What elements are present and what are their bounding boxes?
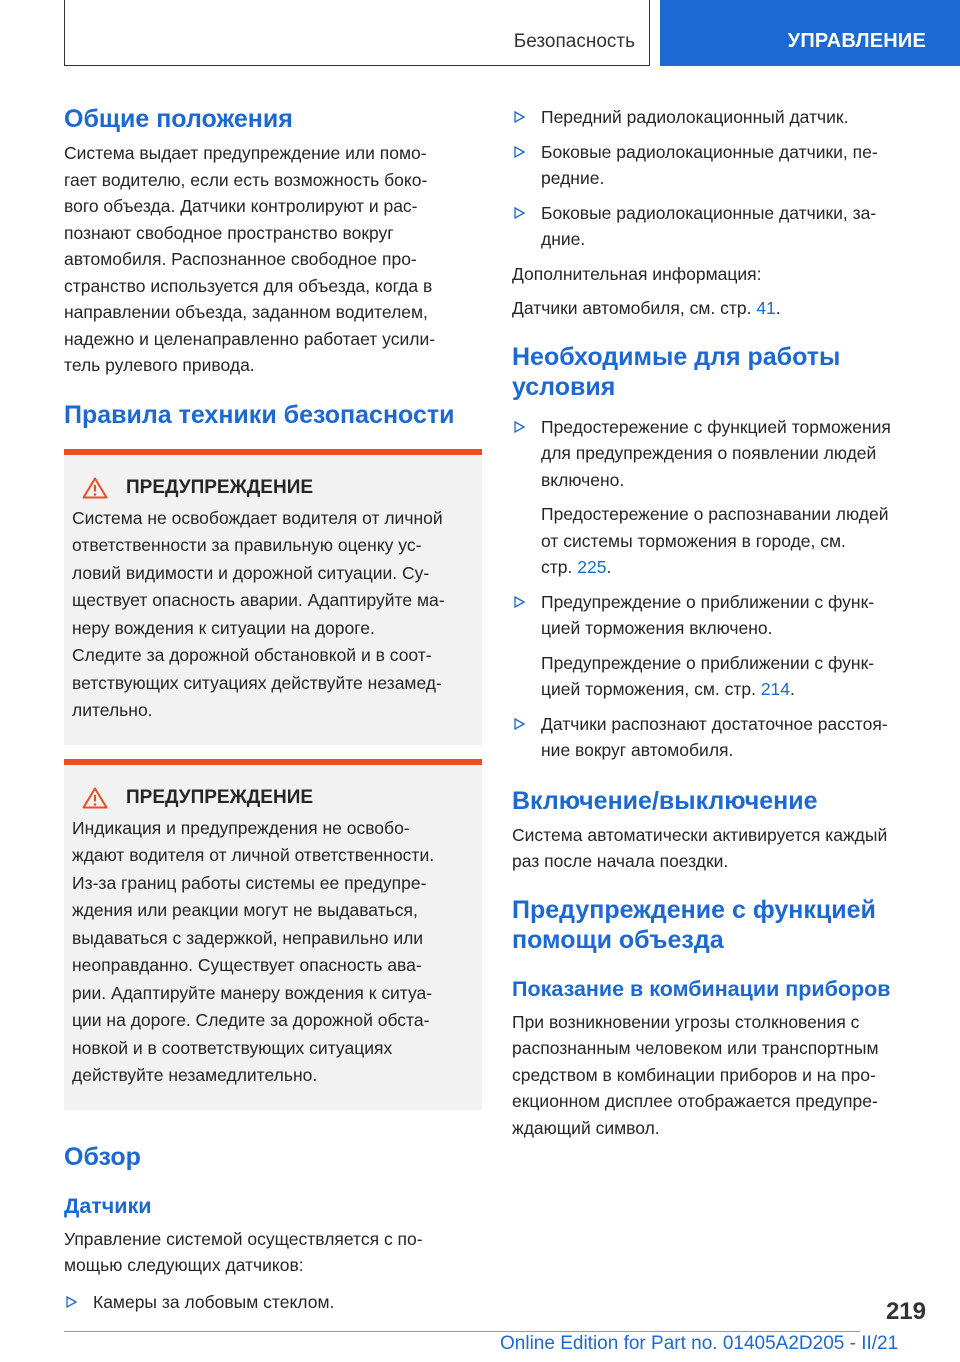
warning-box: [64, 449, 482, 745]
bullet-triangle-icon: [514, 207, 525, 219]
list-item: [512, 711, 930, 764]
left-column: [64, 100, 482, 1315]
list-item-text: Камеры за лобовым стеклом.: [93, 1291, 335, 1312]
footer-divider: [64, 1331, 860, 1332]
list-item-text: для предупреждения о появлении людей: [541, 443, 877, 463]
list-item-text: Предостережение с функцией торможения: [541, 416, 891, 437]
warning-line: ции на дороге. Следите за дорожной обста-: [72, 1010, 430, 1030]
text-line: Управление системой осуществляется с по-: [64, 1228, 423, 1249]
header-chapter-title: УПРАВЛЕНИЕ: [787, 30, 926, 52]
text-line: При возникновении угрозы столкновения с: [512, 1011, 860, 1032]
header-chapter-tab[interactable]: [660, 0, 960, 66]
overview-title: Обзор: [64, 1142, 141, 1171]
bullet-triangle-icon: [514, 596, 525, 608]
text-line: распознанным человеком или транспортным: [512, 1038, 879, 1058]
text-line: тель рулевого привода.: [64, 355, 255, 375]
text-line: Система выдает предупреждение или помо-: [64, 143, 427, 163]
warning-title: ПРЕДУПРЕЖДЕНИЕ: [126, 476, 314, 498]
text-line: ждающий символ.: [512, 1117, 660, 1138]
warning-line: ществует опасность аварии. Адаптируйте ма-: [72, 590, 445, 610]
list-item-text: Передний радиолокационный датчик.: [541, 107, 849, 127]
general-title: Общие положения: [64, 105, 293, 133]
conditions-title: Необходимые для работы условия: [512, 342, 841, 401]
evasion-title: Предупреждение с функцией помощи объезда: [512, 895, 876, 954]
warning-line: лительно.: [72, 700, 153, 720]
warning-line: ветствующих ситуациях действуйте незамед-: [72, 672, 442, 693]
list-item-text: дние.: [541, 229, 586, 249]
list-item-text: включено.: [541, 469, 625, 490]
bullet-triangle-icon: [514, 421, 525, 433]
warning-line: ответственности за правильную оценку ус-: [72, 535, 422, 555]
list-item: [64, 1289, 482, 1316]
warning-line: действуйте незамедлительно.: [72, 1065, 318, 1085]
list-item: [512, 139, 930, 192]
warning-box: [64, 759, 482, 1110]
cluster-title: Показание в комбинации приборов: [512, 976, 891, 1001]
warning-line: новкой и в соответствующих ситуациях: [72, 1037, 393, 1058]
page-link[interactable]: 214: [760, 679, 791, 699]
warning-line: неру вождения к ситуации на дороге.: [72, 617, 375, 638]
list-item: [512, 414, 930, 494]
warning-line: ловий видимости и дорожной ситуации. Су-: [72, 562, 430, 583]
list-item-text: цией торможения включено.: [541, 618, 773, 638]
text-line: раз после начала поездки.: [512, 851, 729, 871]
page-link[interactable]: 41: [756, 298, 776, 318]
bullet-triangle-icon: [514, 718, 525, 730]
warning-title: ПРЕДУПРЕЖДЕНИЕ: [126, 786, 314, 808]
warning-line: ждают водителя от личной ответственности.: [72, 845, 435, 865]
header-section-box: [64, 0, 650, 66]
list-item-text: редние.: [541, 168, 605, 188]
text-line: екционном дисплее отображается предупре-: [512, 1091, 878, 1111]
right-column: [512, 100, 930, 1141]
warning-line: Из-за границ работы системы ее предупре-: [72, 872, 427, 893]
text-line: направлении объезда, заданном водителем,: [64, 302, 428, 322]
page-link[interactable]: 225: [577, 557, 607, 577]
text-line: вого объезда. Датчики контролируют и рас-: [64, 196, 418, 216]
list-item: [512, 589, 930, 642]
additional-info-label: Дополнительная информация:: [512, 263, 762, 284]
text-line: гает водителю, если есть возможность боко-: [64, 169, 428, 190]
page-number: 219: [885, 1298, 926, 1325]
on-off-title: Включение/выключение: [512, 786, 818, 815]
general-text: [64, 140, 482, 379]
warning-line: Следите за дорожной обстановкой и в соот-: [72, 645, 432, 665]
warning-line: неоправданно. Существует опасность ава-: [72, 955, 422, 975]
sensors-reference: Датчики автомобиля, см. стр. 41.: [512, 298, 781, 318]
warning-line: выдаваться с задержкой, неправильно или: [72, 927, 424, 948]
text-line: автомобиля. Распознанное свободное про-: [64, 249, 417, 269]
text-line: Система автоматически активируется каждый: [512, 824, 888, 845]
footer-edition: Online Edition for Part no. 01405A2D205 - II/21: [500, 1333, 899, 1354]
text-line: познают свободное пространство вокруг: [64, 222, 394, 243]
list-item-text: Боковые радиолокационные датчики, пе-: [541, 141, 878, 162]
text-line: средством в комбинации приборов и на про-: [512, 1064, 876, 1085]
list-item-text: ние вокруг автомобиля.: [541, 740, 734, 760]
warning-line: рии. Адаптируйте манеру вождения к ситуа-: [72, 982, 433, 1003]
sensors-title: Датчики: [64, 1193, 152, 1218]
list-item: [512, 104, 930, 131]
bullet-triangle-icon: [514, 111, 525, 123]
warning-line: Система не освобождает водителя от личной: [72, 507, 443, 528]
text-line: мощью следующих датчиков:: [64, 1255, 304, 1275]
warning-triangle-icon: [82, 477, 108, 499]
list-item-note: Предостережение о распознавании людей от системы торможения в городе, см. стр. 225.: [541, 504, 889, 577]
list-item-note: Предупреждение о приближении с функ- цией торможения, см. стр. 214.: [541, 652, 875, 699]
warning-line: ждения или реакции могут не выдаваться,: [72, 900, 418, 920]
warning-line: Индикация и предупреждения не освобо-: [72, 817, 410, 838]
list-item-text: Датчики распознают достаточное расстоя-: [541, 713, 888, 734]
header-section-title: Безопасность: [513, 31, 635, 52]
text-line: странство используется для объезда, когда в: [64, 275, 433, 296]
list-item-text: Предупреждение о приближении с функ-: [541, 591, 875, 612]
bullet-triangle-icon: [66, 1296, 77, 1308]
safety-title: Правила техники безопасности: [64, 400, 455, 429]
warning-triangle-icon: [82, 787, 108, 809]
list-item: [512, 200, 930, 253]
list-item-text: Боковые радиолокационные датчики, за-: [541, 202, 877, 223]
bullet-triangle-icon: [514, 146, 525, 158]
text-line: надежно и целенаправленно работает усили-: [64, 328, 436, 349]
